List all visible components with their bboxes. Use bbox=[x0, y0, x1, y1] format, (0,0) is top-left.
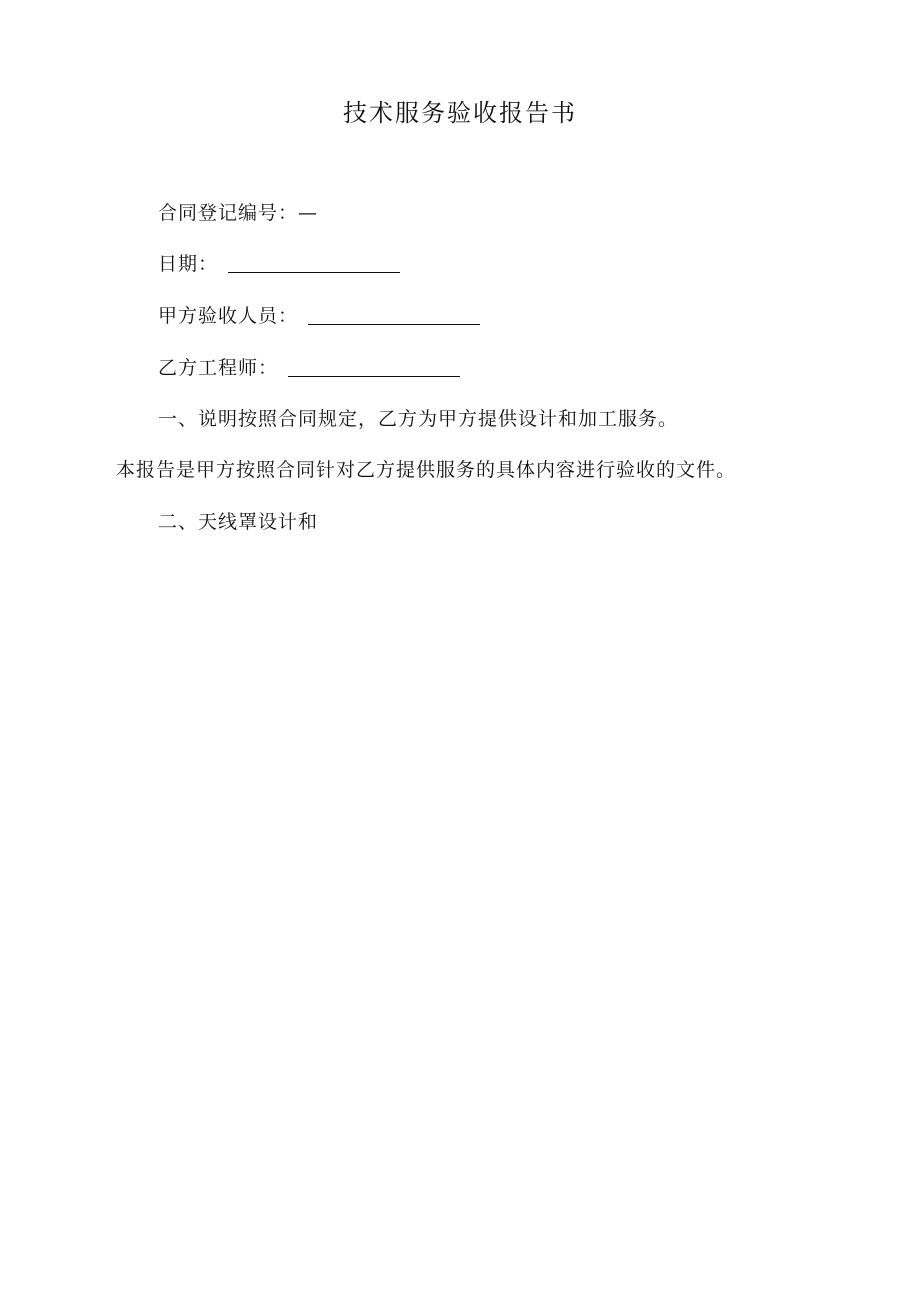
section2-heading: 二、天线罩设计和 bbox=[158, 511, 319, 533]
date-blank-line bbox=[228, 252, 400, 273]
section1-paragraph-line2: 本报告是甲方按照合同针对乙方提供服务的具体内容进行验收的文件。 bbox=[116, 459, 737, 481]
party-b-engineer-label: 乙方工程师： bbox=[158, 357, 279, 379]
date-row bbox=[158, 250, 400, 278]
document-title: 技术服务验收报告书 bbox=[343, 99, 577, 127]
party-a-inspector-row bbox=[158, 302, 480, 330]
section1-paragraph-line1: 一、说明按照合同规定，乙方为甲方提供设计和加工服务。 bbox=[158, 408, 679, 430]
date-label: 日期： bbox=[158, 253, 219, 275]
party-a-inspector-label: 甲方验收人员： bbox=[158, 305, 299, 327]
contract-number-label: 合同登记编号： bbox=[158, 202, 299, 224]
contract-number-row bbox=[158, 199, 318, 227]
party-a-inspector-blank-line bbox=[308, 304, 480, 325]
party-b-engineer-blank-line bbox=[288, 356, 460, 377]
party-b-engineer-row bbox=[158, 354, 460, 382]
contract-number-value: — bbox=[298, 202, 319, 224]
